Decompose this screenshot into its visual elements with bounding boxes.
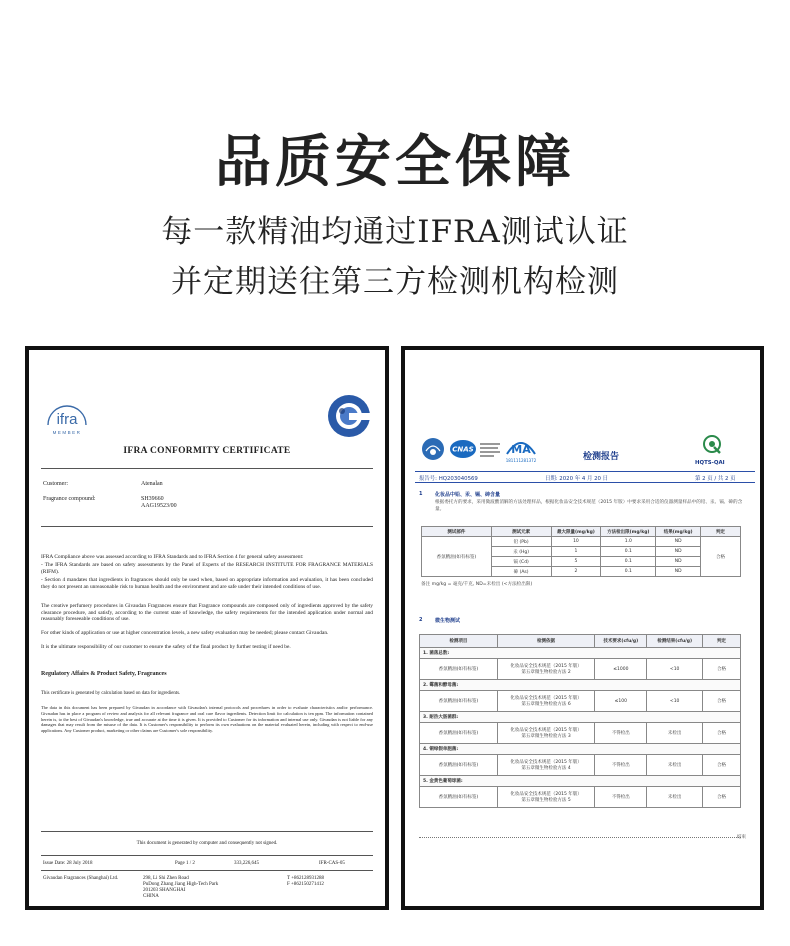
ma-label: MA bbox=[511, 443, 531, 456]
t2-basis-line-1: 化妆品安全技术规范（2015 年版） bbox=[510, 760, 582, 765]
procedures-paragraph: The creative perfumery procedures in Givaudan Fragrances ensure that Fragrance compounds are composed only of ingredients approved by the safety clearance procedure, and satisfy, according to the current state of knowledge, the safety requirements for the intended application under normal and reasonably foreseeable conditions of use. bbox=[41, 603, 373, 623]
ifra-certificate bbox=[29, 350, 385, 906]
company-name: Givaudan Fragrances (Shanghai) Ltd. bbox=[43, 876, 119, 881]
telephone: T +862128931288 bbox=[287, 876, 325, 881]
t2-requirement: 不得检出 bbox=[595, 723, 647, 744]
certificate-title: IFRA CONFORMITY CERTIFICATE bbox=[123, 446, 291, 456]
end-divider bbox=[419, 837, 741, 838]
report-page: 第 2 页 / 共 2 页 bbox=[695, 476, 736, 482]
section-1-title: 化妆品中铅、汞、镉、砷含量 bbox=[435, 492, 501, 498]
table-row bbox=[420, 723, 741, 744]
t1-verdict: 合格 bbox=[701, 537, 741, 577]
t2-item: 香氛精油(如有标签) bbox=[420, 691, 498, 712]
form-code: IFR-CAS-05 bbox=[319, 861, 345, 866]
t1-cell: ND bbox=[656, 547, 701, 557]
t2-result: 未检出 bbox=[647, 723, 703, 744]
t2-basis-line-1: 化妆品安全技术规范（2015 年版） bbox=[510, 696, 582, 701]
report-number: 报告号: HQ203040569 bbox=[419, 476, 478, 482]
t2-result: <10 bbox=[647, 691, 703, 712]
t2-basis-line-2: 第五章微生物检验方法 4 bbox=[521, 766, 571, 771]
t1-header-limit: 最大限量(mg/kg) bbox=[551, 527, 601, 537]
ifra-logo-sub: MEMBER bbox=[52, 430, 82, 435]
ifra-logo-icon bbox=[42, 397, 92, 437]
divider bbox=[41, 526, 373, 527]
compound-value-2: AAG19523/00 bbox=[141, 503, 177, 509]
generated-note: This document is generated by computer and consequently not signed. bbox=[136, 841, 278, 846]
t2-header-basis: 检测依据 bbox=[497, 635, 595, 648]
compound-label: Fragrance compound: bbox=[43, 496, 96, 502]
t1-cell: 2 bbox=[551, 567, 601, 577]
t2-basis bbox=[497, 723, 595, 744]
ma-number: 181111281372 bbox=[505, 458, 537, 463]
t2-verdict: 合格 bbox=[703, 723, 741, 744]
address-line-4: CHINA bbox=[143, 894, 159, 899]
section-1-note: 根据委托方的要求，采用微波酸消解的方法处理样品，根据化妆品安全技术规范（2015 年版）中要求采用合适的仪器测量样品中的铅、汞、镉、砷的含量。 bbox=[435, 500, 743, 512]
address-line-2: PuDong Zhang Jiang High-Tech Park bbox=[143, 882, 219, 887]
t2-result: 未检出 bbox=[647, 787, 703, 808]
t2-header-requirement: 技术要求(cfu/g) bbox=[595, 635, 647, 648]
compliance-paragraph: IFRA Compliance above was assessed according to IFRA Standards and to IFRA Section 4 for general safety assessment: bbox=[41, 554, 304, 560]
t2-requirement: ≤1000 bbox=[595, 659, 647, 680]
issue-date: Issue Date: 28 July 2018 bbox=[43, 861, 93, 866]
section-2-number: 2 bbox=[419, 617, 423, 623]
end-text: 结束 bbox=[737, 835, 746, 840]
t2-group-title: 3. 耐热大肠菌群: bbox=[420, 712, 741, 723]
t1-cell: 0.1 bbox=[601, 557, 656, 567]
t2-header-verdict: 判定 bbox=[703, 635, 741, 648]
t2-basis-line-1: 化妆品安全技术规范（2015 年版） bbox=[510, 664, 582, 669]
t1-part: 香氛精油(如有标签) bbox=[422, 537, 492, 577]
test-report-frame bbox=[401, 346, 764, 910]
test-report bbox=[405, 350, 760, 906]
ilac-mra-icon bbox=[421, 437, 445, 461]
t1-header-part: 测试部件 bbox=[422, 527, 492, 537]
t2-verdict: 合格 bbox=[703, 659, 741, 680]
ifra-logo-text: ifra bbox=[56, 411, 78, 428]
responsibility-paragraph: It is the ultimate responsibility of our customer to ensure the safety of the final product by further testing if need be. bbox=[41, 644, 291, 650]
ifra-certificate-frame bbox=[25, 346, 389, 910]
table-1-footnote: 备注 mg/kg = 毫克/千克, ND=未检出 (<方法检出限) bbox=[421, 582, 533, 587]
t2-header-result: 检测结果(cfu/g) bbox=[647, 635, 703, 648]
t2-basis-line-2: 第五章微生物检验方法 2 bbox=[521, 670, 571, 675]
t1-header-result: 结果(mg/kg) bbox=[656, 527, 701, 537]
compound-value-1: SH39660 bbox=[141, 496, 164, 502]
customer-label: Customer: bbox=[43, 481, 68, 487]
t2-basis-line-2: 第五章微生物检验方法 5 bbox=[521, 798, 571, 803]
cnas-logo-icon bbox=[449, 439, 477, 459]
t1-cell: 0.1 bbox=[601, 567, 656, 577]
t2-header-item: 检测项目 bbox=[420, 635, 498, 648]
subtitle-line-2: 并定期送往第三方检测机构检测 bbox=[171, 264, 619, 300]
t2-verdict: 合格 bbox=[703, 691, 741, 712]
t1-cell: 10 bbox=[551, 537, 601, 547]
report-title: 检测报告 bbox=[583, 452, 620, 462]
t2-item: 香氛精油(如有标签) bbox=[420, 787, 498, 808]
t1-cell: 1 bbox=[551, 547, 601, 557]
subtitle-line-1: 每一款精油均通过IFRA测试认证 bbox=[161, 214, 629, 250]
t2-basis bbox=[497, 659, 595, 680]
header-rule bbox=[415, 471, 755, 472]
t1-cell: 镉 (Cd) bbox=[491, 557, 551, 567]
heavy-metals-table bbox=[421, 526, 741, 577]
t2-item: 香氛精油(如有标签) bbox=[420, 659, 498, 680]
t2-requirement: 不得检出 bbox=[595, 787, 647, 808]
address-line-1: 298, Li Shi Zhen Road bbox=[143, 876, 189, 881]
cnas-label: CNAS bbox=[452, 445, 474, 454]
givaudan-logo-icon bbox=[327, 394, 371, 438]
hqts-label: HQTS-QAI bbox=[695, 460, 725, 466]
section4-paragraph: - Section 4 mandates that ingredients in fragrances should only be used when, based on appropriate information and evaluation, it has been concluded they do not present an unreasonable risk to human health and the environment and are safe under their intended conditions of use. bbox=[41, 577, 373, 590]
t1-cell: 铅 (Pb) bbox=[491, 537, 551, 547]
other-application-paragraph: For other kinds of application or use at higher concentration levels, a new safety evaluation may be needed; please contact Givaudan. bbox=[41, 630, 329, 636]
t2-basis-line-1: 化妆品安全技术规范（2015 年版） bbox=[510, 728, 582, 733]
t2-group-title: 4. 铜绿假单胞菌: bbox=[420, 744, 741, 755]
divider bbox=[41, 855, 373, 856]
t1-cell: 5 bbox=[551, 557, 601, 567]
t1-cell: 汞 (Hg) bbox=[491, 547, 551, 557]
t2-basis-line-1: 化妆品安全技术规范（2015 年版） bbox=[510, 792, 582, 797]
t2-group-title: 5. 金黄色葡萄球菌: bbox=[420, 776, 741, 787]
table-row bbox=[420, 755, 741, 776]
calculation-note: This certificate is generated by calculation based on data for ingredients. bbox=[41, 691, 181, 696]
customer-value: Atenalan bbox=[141, 481, 163, 487]
t1-cell: ND bbox=[656, 567, 701, 577]
table-row bbox=[420, 691, 741, 712]
divider bbox=[41, 831, 373, 832]
t1-header-detection: 方法检出限(mg/kg) bbox=[601, 527, 656, 537]
regulatory-heading: Regulatory Affairs & Product Safety, Fragrances bbox=[41, 671, 167, 677]
t1-header-verdict: 判定 bbox=[701, 527, 741, 537]
fax: F +862150271412 bbox=[287, 882, 324, 887]
t2-verdict: 合格 bbox=[703, 787, 741, 808]
disclaimer-paragraph: The data in this document has been prepared by Givaudan in accordance with Givaudan's internal protocols and procedures in order to evaluate characteristics and/or performance. Givaudan has in place a program of review and analysis for all relevant fragrance and oral care flavor ingredients. Detection limit for calculation is ten ppm. The information contained herein is, to the best of Givaudan's knowledge, true and accurate at the time it is given. It is provided to Customer for its information and internal use only. Givaudan is not liable for any damages that may result from the misuse of the data. It is Customer's responsibility to perform its own evaluations on the material evaluated herein, including with respect to end-use applications. Any Customer product, marketing or other claims are Customer's sole responsibility. bbox=[41, 705, 373, 734]
t2-basis bbox=[497, 755, 595, 776]
t2-result: <10 bbox=[647, 659, 703, 680]
t1-cell: 砷 (As) bbox=[491, 567, 551, 577]
t1-cell: ND bbox=[656, 537, 701, 547]
t2-requirement: ≤100 bbox=[595, 691, 647, 712]
t1-cell: ND bbox=[656, 557, 701, 567]
t1-cell: 0.1 bbox=[601, 547, 656, 557]
header-rule bbox=[415, 482, 755, 483]
cma-logo-icon bbox=[503, 436, 539, 464]
section-1-number: 1 bbox=[419, 491, 423, 497]
t2-item: 香氛精油(如有标签) bbox=[420, 755, 498, 776]
t2-basis bbox=[497, 787, 595, 808]
t2-group-title: 1. 菌落总数: bbox=[420, 648, 741, 659]
document-number: 333,226,645 bbox=[234, 861, 259, 866]
t2-basis-line-2: 第五章微生物检验方法 3 bbox=[521, 734, 571, 739]
t1-header-element: 测试元素 bbox=[491, 527, 551, 537]
report-date: 日期: 2020 年 4 月 20 日 bbox=[545, 476, 609, 482]
table-row bbox=[420, 659, 741, 680]
section-2-title: 微生物测试 bbox=[435, 618, 461, 624]
standards-paragraph: - The IFRA Standards are based on safety assessments by the Panel of Experts of the RESEARCH INSTITUTE FOR FRAGRANCE MATERIALS (RIFM). bbox=[41, 562, 373, 575]
page-number: Page 1 / 2 bbox=[175, 861, 195, 866]
t2-result: 未检出 bbox=[647, 755, 703, 776]
t2-group-title: 2. 霉菌和酵母菌: bbox=[420, 680, 741, 691]
t1-cell: 1.0 bbox=[601, 537, 656, 547]
t2-basis bbox=[497, 691, 595, 712]
address-line-3: 201203 SHANGHAI bbox=[143, 888, 186, 893]
hqts-logo-icon bbox=[697, 434, 727, 458]
cnas-text-icon bbox=[479, 440, 501, 458]
divider bbox=[41, 468, 373, 469]
page-title: 品质安全保障 bbox=[215, 130, 575, 195]
t2-item: 香氛精油(如有标签) bbox=[420, 723, 498, 744]
divider bbox=[41, 870, 373, 871]
table-row bbox=[420, 787, 741, 808]
microbiology-table bbox=[419, 634, 741, 808]
t2-verdict: 合格 bbox=[703, 755, 741, 776]
t2-basis-line-2: 第五章微生物检验方法 6 bbox=[521, 702, 571, 707]
t2-requirement: 不得检出 bbox=[595, 755, 647, 776]
